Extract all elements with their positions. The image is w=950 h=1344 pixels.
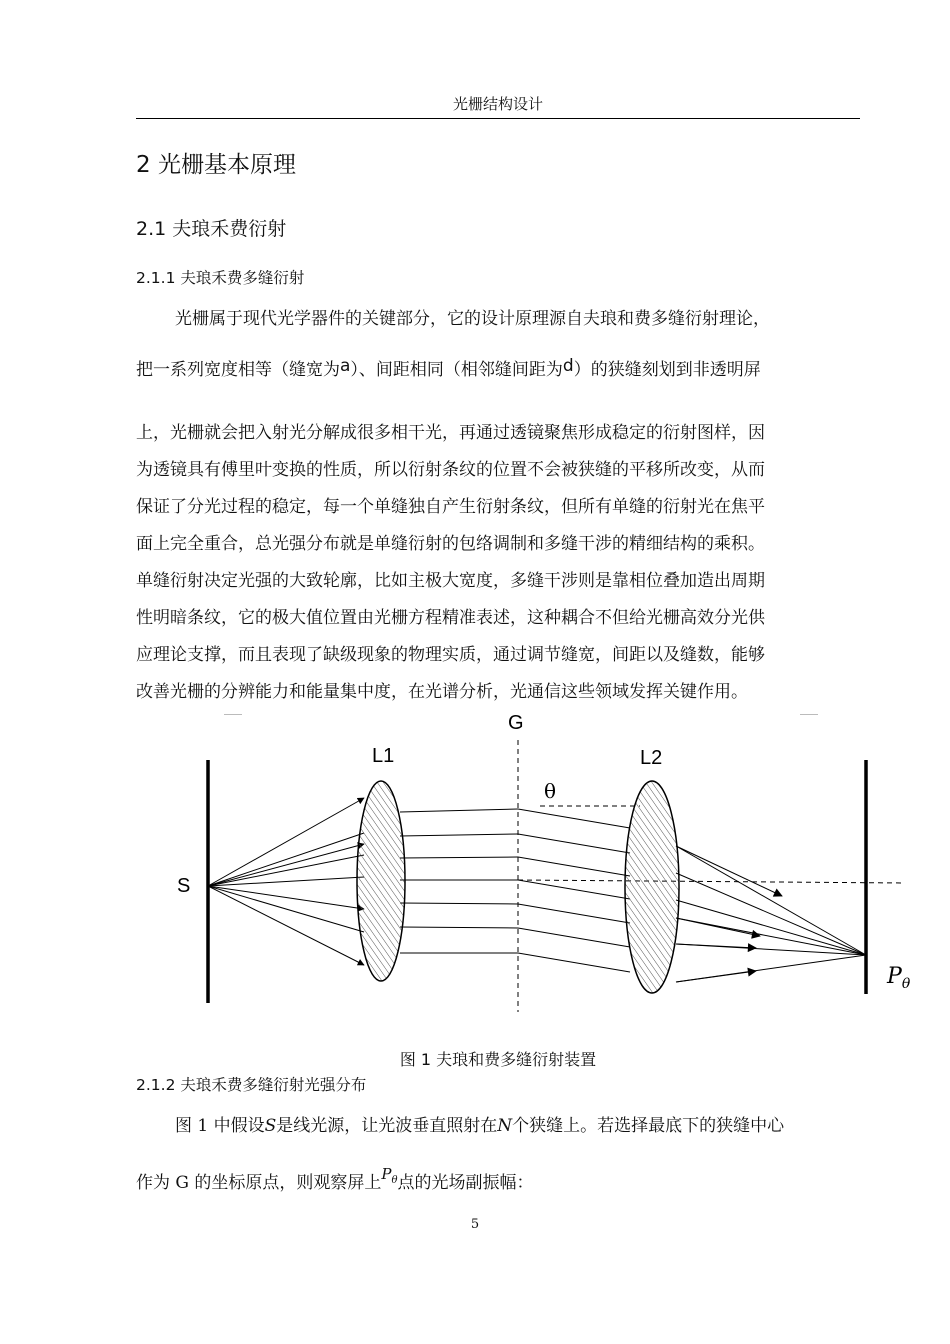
para1-line-2a: 把一系列宽度相等（缝宽为 bbox=[136, 360, 340, 380]
label-L1: L1 bbox=[372, 745, 395, 767]
para2-text-1: 图 1 中假设 bbox=[175, 1116, 265, 1136]
fan-rays bbox=[208, 798, 364, 965]
lens-l1 bbox=[357, 781, 405, 981]
label-P-theta: $P_\theta$ bbox=[887, 964, 911, 992]
optical-axis-line bbox=[518, 880, 905, 883]
symbol-S: S bbox=[264, 1116, 277, 1136]
subsubsection-title-2: 2.1.2 夫琅禾费多缝衍射光强分布 bbox=[136, 1076, 367, 1094]
para1-line-9: 应理论支撑，而且表现了缺级现象的物理实质，通过调节缝宽，间距以及缝数，能够 bbox=[136, 645, 765, 665]
symbol-P-theta: $P_\theta$ bbox=[381, 1165, 398, 1186]
subsubsection-title-1: 2.1.1 夫琅禾费多缝衍射 bbox=[136, 269, 305, 287]
lens-l2 bbox=[625, 781, 679, 993]
section-title: 2 光栅基本原理 bbox=[136, 152, 296, 178]
label-S: S bbox=[177, 875, 191, 897]
para2-text-4: 作为 G 的坐标原点，则观察屏上 bbox=[136, 1173, 382, 1193]
subsection-title: 2.1 夫琅禾费衍射 bbox=[136, 218, 287, 240]
para2-text-3: 个狭缝上。若选择最底下的狭缝中心 bbox=[512, 1116, 785, 1136]
running-header: 光栅结构设计 bbox=[136, 93, 860, 119]
page-number: 5 bbox=[470, 1217, 480, 1232]
para1-line-2c: ）的狭缝刻划到非透明屏 bbox=[573, 360, 761, 380]
diffracted-rays bbox=[518, 809, 630, 972]
para1-line-7: 单缝衍射决定光强的大致轮廓，比如主极大宽度，多缝干涉则是靠相位叠加造出周期 bbox=[136, 571, 765, 591]
figure-caption: 图 1 夫琅和费多缝衍射装置 bbox=[399, 1050, 597, 1069]
para1-line-2 bbox=[136, 355, 860, 380]
para1-line-6: 面上完全重合，总光强分布就是单缝衍射的包络调制和多缝干涉的精细结构的乘积。 bbox=[136, 534, 765, 554]
parallel-rays bbox=[400, 809, 518, 953]
para1-line-1: 光栅属于现代光学器件的关键部分，它的设计原理源自夫琅和费多缝衍射理论， bbox=[175, 309, 770, 329]
symbol-N: N bbox=[497, 1116, 513, 1136]
variable-a: a bbox=[340, 356, 351, 376]
label-L2: L2 bbox=[640, 747, 663, 769]
variable-d: d bbox=[562, 356, 574, 376]
para1-line-10: 改善光栅的分辨能力和能量集中度，在光谱分析，光通信这些领域发挥关键作用。 bbox=[136, 682, 748, 702]
diffraction-apparatus-figure bbox=[160, 704, 920, 1014]
label-theta: θ bbox=[544, 779, 557, 803]
para1-line-8: 性明暗条纹，它的极大值位置由光栅方程精准表述，这种耦合不但给光栅高效分光供 bbox=[136, 608, 765, 628]
para2-line-1 bbox=[136, 1111, 899, 1136]
converging-rays bbox=[676, 846, 866, 982]
para2-text-5: 点的光场副振幅： bbox=[397, 1173, 534, 1193]
para1-line-4: 为透镜具有傅里叶变换的性质，所以衍射条纹的位置不会被狭缝的平移所改变，从而 bbox=[136, 460, 765, 480]
para2-text-2: 是线光源，让光波垂直照射在 bbox=[276, 1116, 498, 1136]
para1-line-3: 上，光栅就会把入射光分解成很多相干光，再通过透镜聚焦形成稳定的衍射图样，因 bbox=[136, 423, 765, 443]
para1-line-2b: ）、间距相同（相邻缝间距为 bbox=[350, 360, 563, 380]
label-G: G bbox=[508, 712, 524, 734]
para2-line-2 bbox=[136, 1165, 860, 1195]
para1-line-5: 保证了分光过程的稳定，每一个单缝独自产生衍射条纹，但所有单缝的衍射光在焦平 bbox=[136, 497, 765, 517]
